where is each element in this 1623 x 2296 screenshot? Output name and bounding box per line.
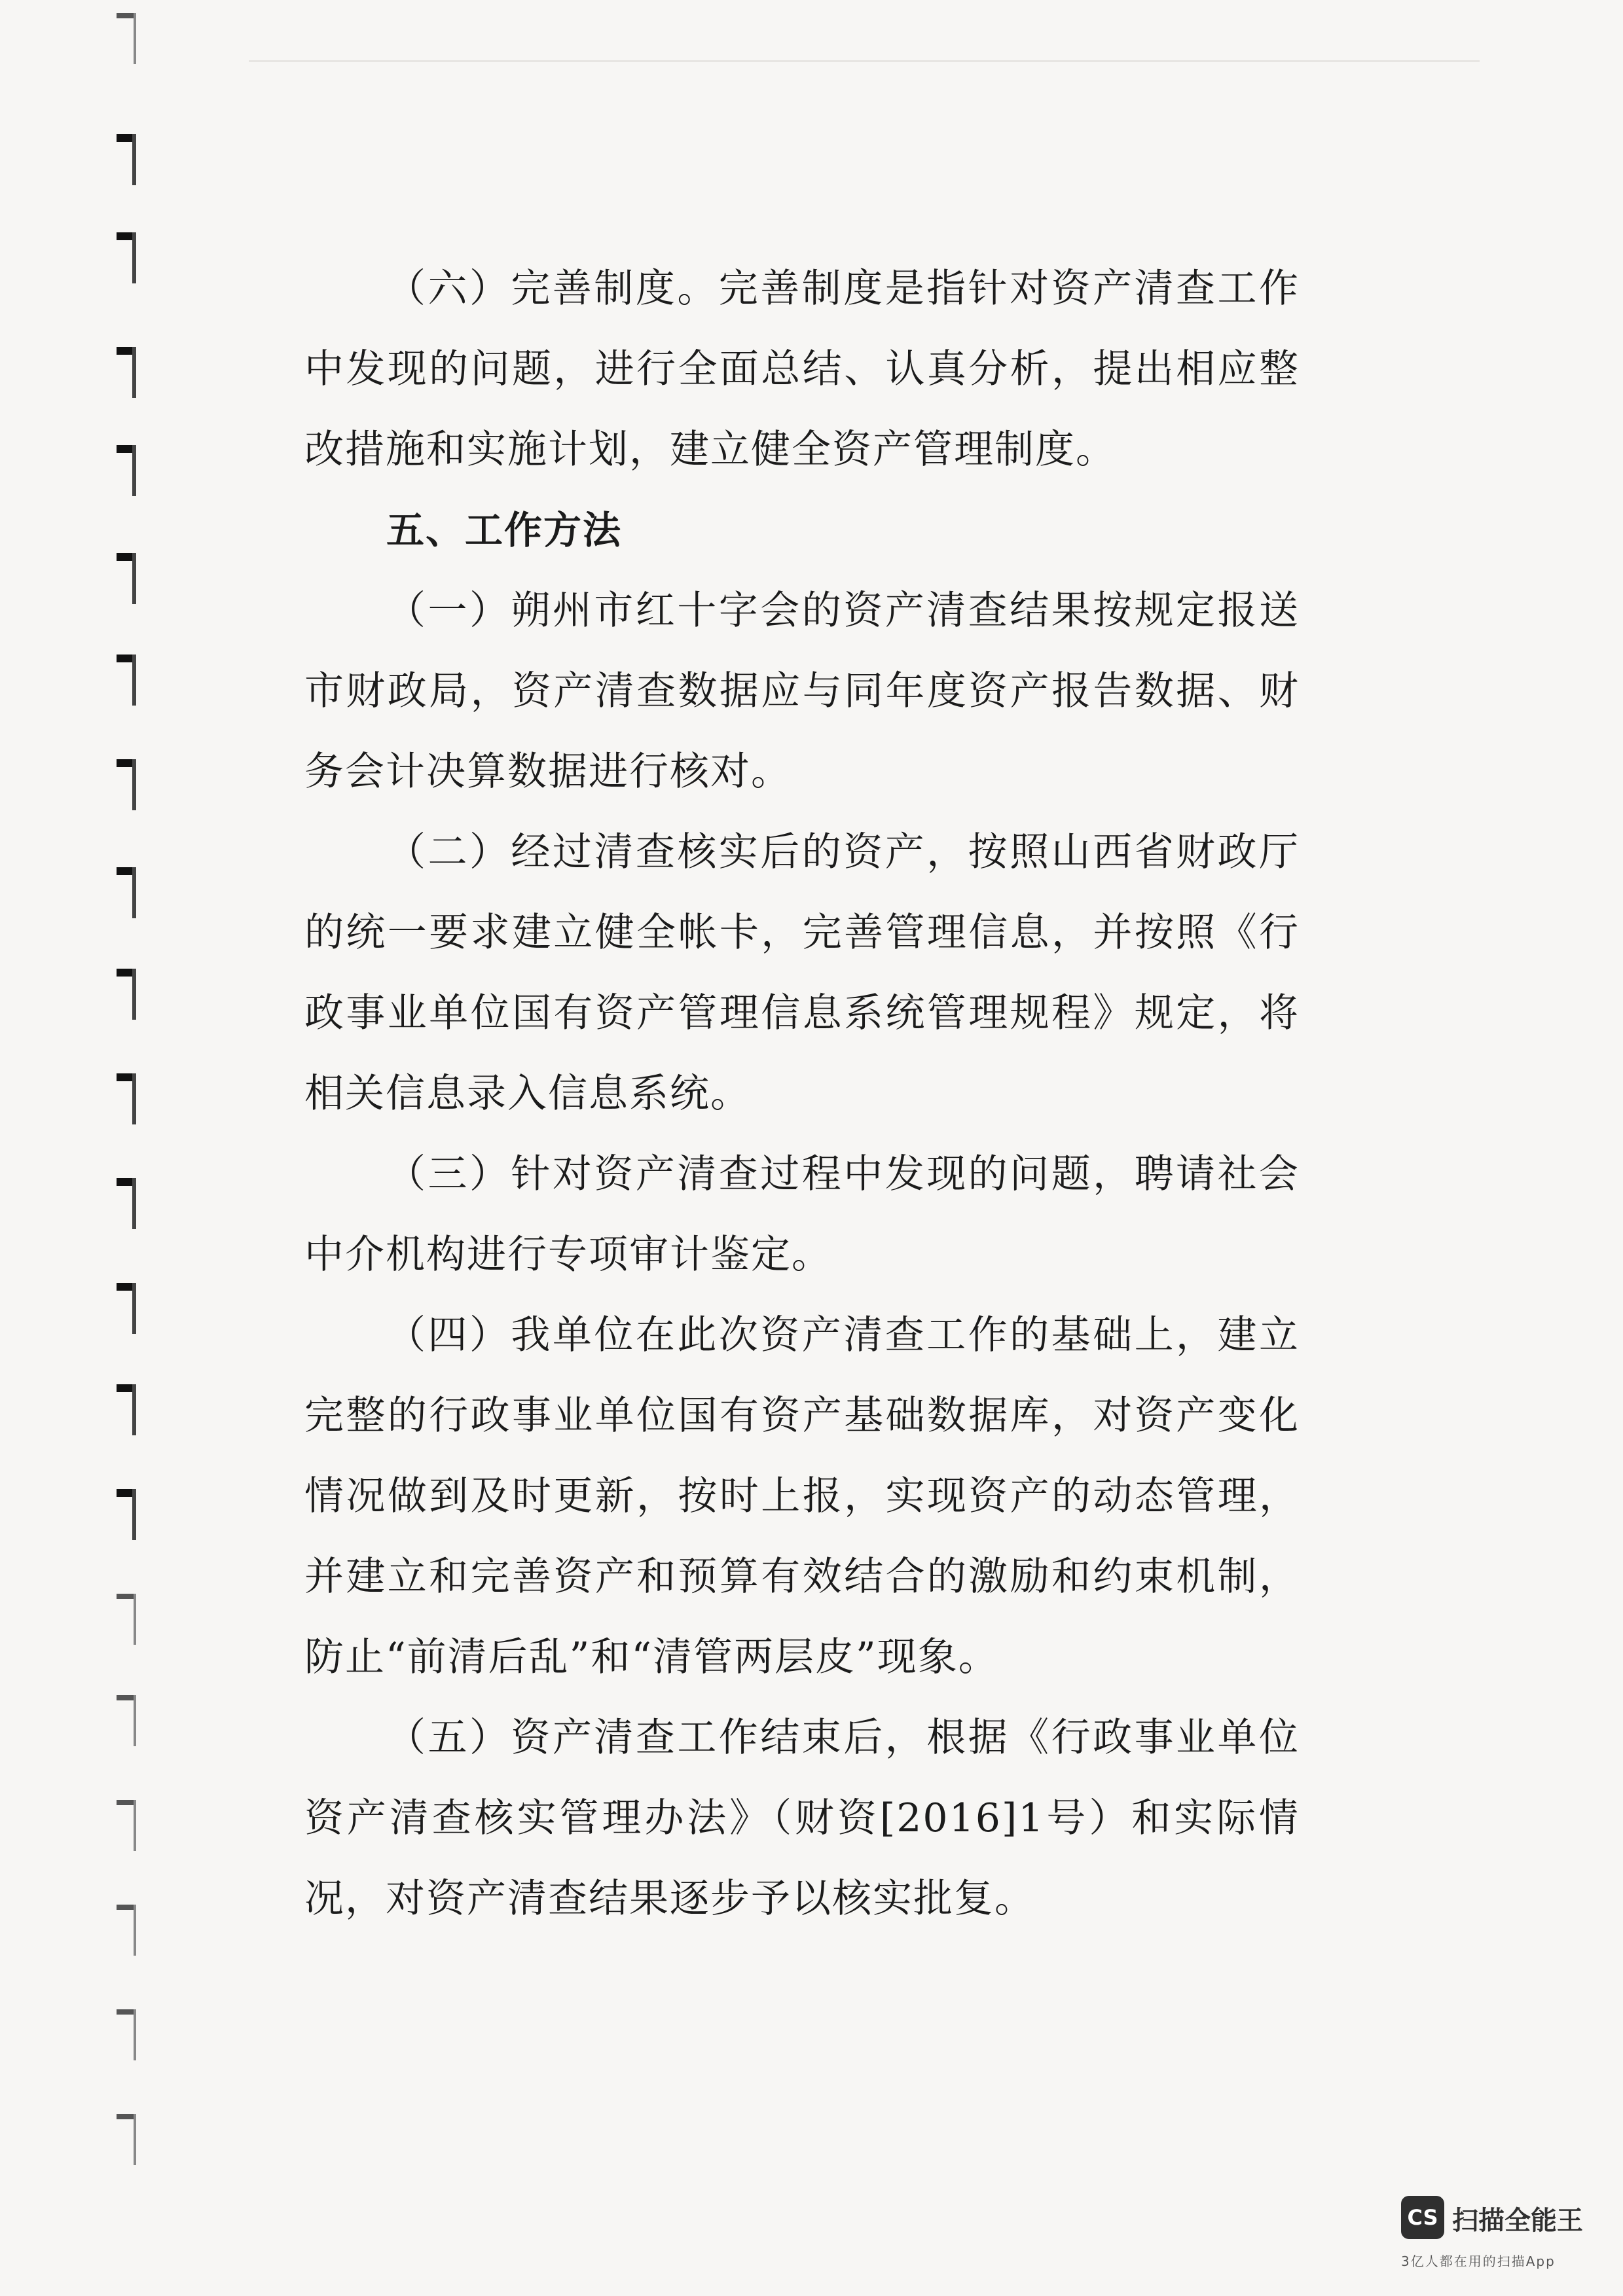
binding-mark (117, 1073, 136, 1124)
binding-mark (117, 867, 136, 918)
binding-mark (117, 1489, 136, 1540)
paragraph-method-1: （一）朔州市红十字会的资产清查结果按规定报送市财政局，资产清查数据应与同年度资产报告数据、财务会计决算数据进行核对。 (304, 588, 1300, 795)
binding-mark (117, 553, 136, 604)
binding-mark (117, 1384, 136, 1435)
paragraph-method-3: （三）针对资产清查过程中发现的问题，聘请社会中介机构进行专项审计鉴定。 (304, 1151, 1300, 1278)
binding-mark (117, 13, 136, 64)
binding-mark (117, 655, 136, 706)
camscanner-watermark (1401, 2196, 1597, 2287)
camscanner-logo-icon: CS (1401, 2196, 1444, 2239)
paragraph-method-4: （四）我单位在此次资产清查工作的基础上，建立完整的行政事业单位国有资产基础数据库，对资产变化情况做到及时更新，按时上报，实现资产的动态管理，并建立和完善资产和预算有效结合的激励和约束机制，防止“前清后乱”和“清管两层皮”现象。 (304, 1312, 1300, 1680)
document-body (304, 249, 1300, 1939)
watermark-app-name: 扫描全能王 (1452, 2206, 1583, 2236)
binding-mark (117, 759, 136, 810)
binding-mark (117, 1800, 136, 1851)
paragraph-improve-system: （六）完善制度。完善制度是指针对资产清查工作中发现的问题，进行全面总结、认真分析，提出相应整改措施和实施计划，建立健全资产管理制度。 (304, 266, 1300, 473)
watermark-slogan: 3亿人都在用的扫描App (1401, 2253, 1556, 2269)
binding-mark (117, 347, 136, 398)
binding-mark (117, 1594, 136, 1645)
paragraph-method-5: （五）资产清查工作结束后，根据《行政事业单位资产清查核实管理办法》（财资[2016]1号）和实际情况，对资产清查结果逐步予以核实批复。 (304, 1715, 1300, 1922)
binding-mark (117, 1283, 136, 1334)
paragraph-method-2: （二）经过清查核实后的资产，按照山西省财政厅的统一要求建立健全帐卡，完善管理信息，并按照《行政事业单位国有资产管理信息系统管理规程》规定，将相关信息录入信息系统。 (304, 829, 1300, 1117)
binding-mark (117, 2009, 136, 2060)
binding-marks (105, 0, 183, 2296)
binding-mark (117, 1695, 136, 1746)
section-heading-work-methods: 五、工作方法 (386, 508, 623, 552)
binding-mark (117, 445, 136, 496)
binding-mark (117, 1178, 136, 1229)
binding-mark (117, 134, 136, 185)
scan-edge-rule (249, 60, 1480, 62)
binding-mark (117, 1905, 136, 1956)
binding-mark (117, 969, 136, 1020)
binding-mark (117, 2114, 136, 2165)
binding-mark (117, 232, 136, 283)
